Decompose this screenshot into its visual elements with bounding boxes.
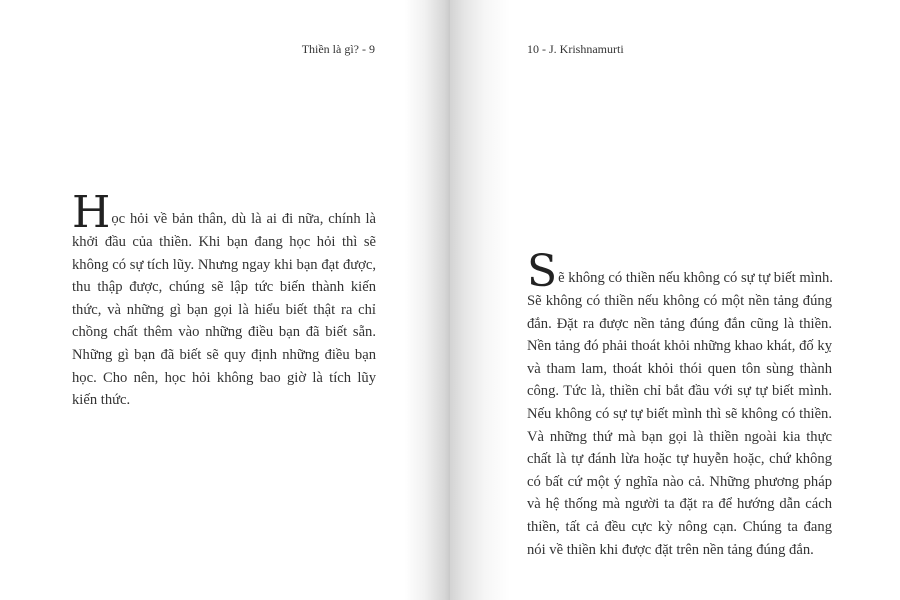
text-line: đắn. Đặt ra được nền tảng đúng đắn cũng là thiền. xyxy=(527,315,832,332)
text-line: và tham lam, thoát khỏi thói quen tôn sùng thành xyxy=(527,360,832,377)
text-line: Nếu không có sự tự biết mình thì sẽ không có thiền. xyxy=(527,405,832,422)
first-line xyxy=(527,246,833,297)
text-line: thu thập được, chúng sẽ lập tức biến thành kiến xyxy=(72,279,376,296)
first-line xyxy=(72,187,376,238)
text-line: chất là tự đánh lừa hoặc tự huyễn hoặc, chứ không xyxy=(527,451,832,468)
text-line: Những gì bạn đã biết sẽ quy định những điều bạn xyxy=(72,346,376,363)
text-line: khởi đầu của thiền. Khi bạn đang học hỏi thì sẽ xyxy=(72,234,376,250)
text-line: chồng chất thêm vào những điều bạn đã biết sẵn. xyxy=(72,324,376,341)
right-page xyxy=(450,0,900,600)
text-line: học. Cho nên, học hỏi không bao giờ là tích lũy xyxy=(72,369,376,386)
text-line: không có sự tích lũy. Nhưng ngay khi bạn đạt được, xyxy=(72,256,376,273)
text-line: công. Tức là, thiền chỉ bắt đầu với sự tự biết mình. xyxy=(527,383,832,400)
text-line: nói về thiền khi được đặt trên nền tảng đúng đắn. xyxy=(527,541,814,558)
text-line: Và những thứ mà bạn gọi là thiền ngoài kia thực xyxy=(527,428,832,445)
text-line: ẽ không có thiền nếu không có sự tự biết mình. xyxy=(558,270,833,287)
text-line: và hệ thống mà người ta đặt ra để hướng dẫn cách xyxy=(527,496,832,513)
page-body-text xyxy=(72,187,376,412)
text-line: Sẽ không có thiền nếu không có một nền tảng đúng xyxy=(527,293,832,309)
text-line: ọc hỏi về bản thân, dù là ai đi nữa, chính là xyxy=(111,211,376,228)
text-line: kiến thức. xyxy=(72,392,131,409)
text-line: thức, và những gì bạn gọi là hiểu biết thật ra chỉ xyxy=(72,301,376,318)
page-header: 10 - J. Krishnamurti xyxy=(527,42,624,56)
text-line: có bất cứ một ý nghĩa nào cả. Những phương pháp xyxy=(527,473,832,490)
drop-cap: S xyxy=(527,246,558,297)
page-body-text xyxy=(527,246,833,561)
drop-cap: H xyxy=(72,187,111,238)
page-header: Thiền là gì? - 9 xyxy=(301,42,375,56)
text-line: thiền, tất cả đều cực kỳ nông cạn. Chúng ta đang xyxy=(527,518,832,535)
text-line: Nền tảng đó phải thoát khỏi những khao khát, đố kỵ xyxy=(527,338,832,355)
